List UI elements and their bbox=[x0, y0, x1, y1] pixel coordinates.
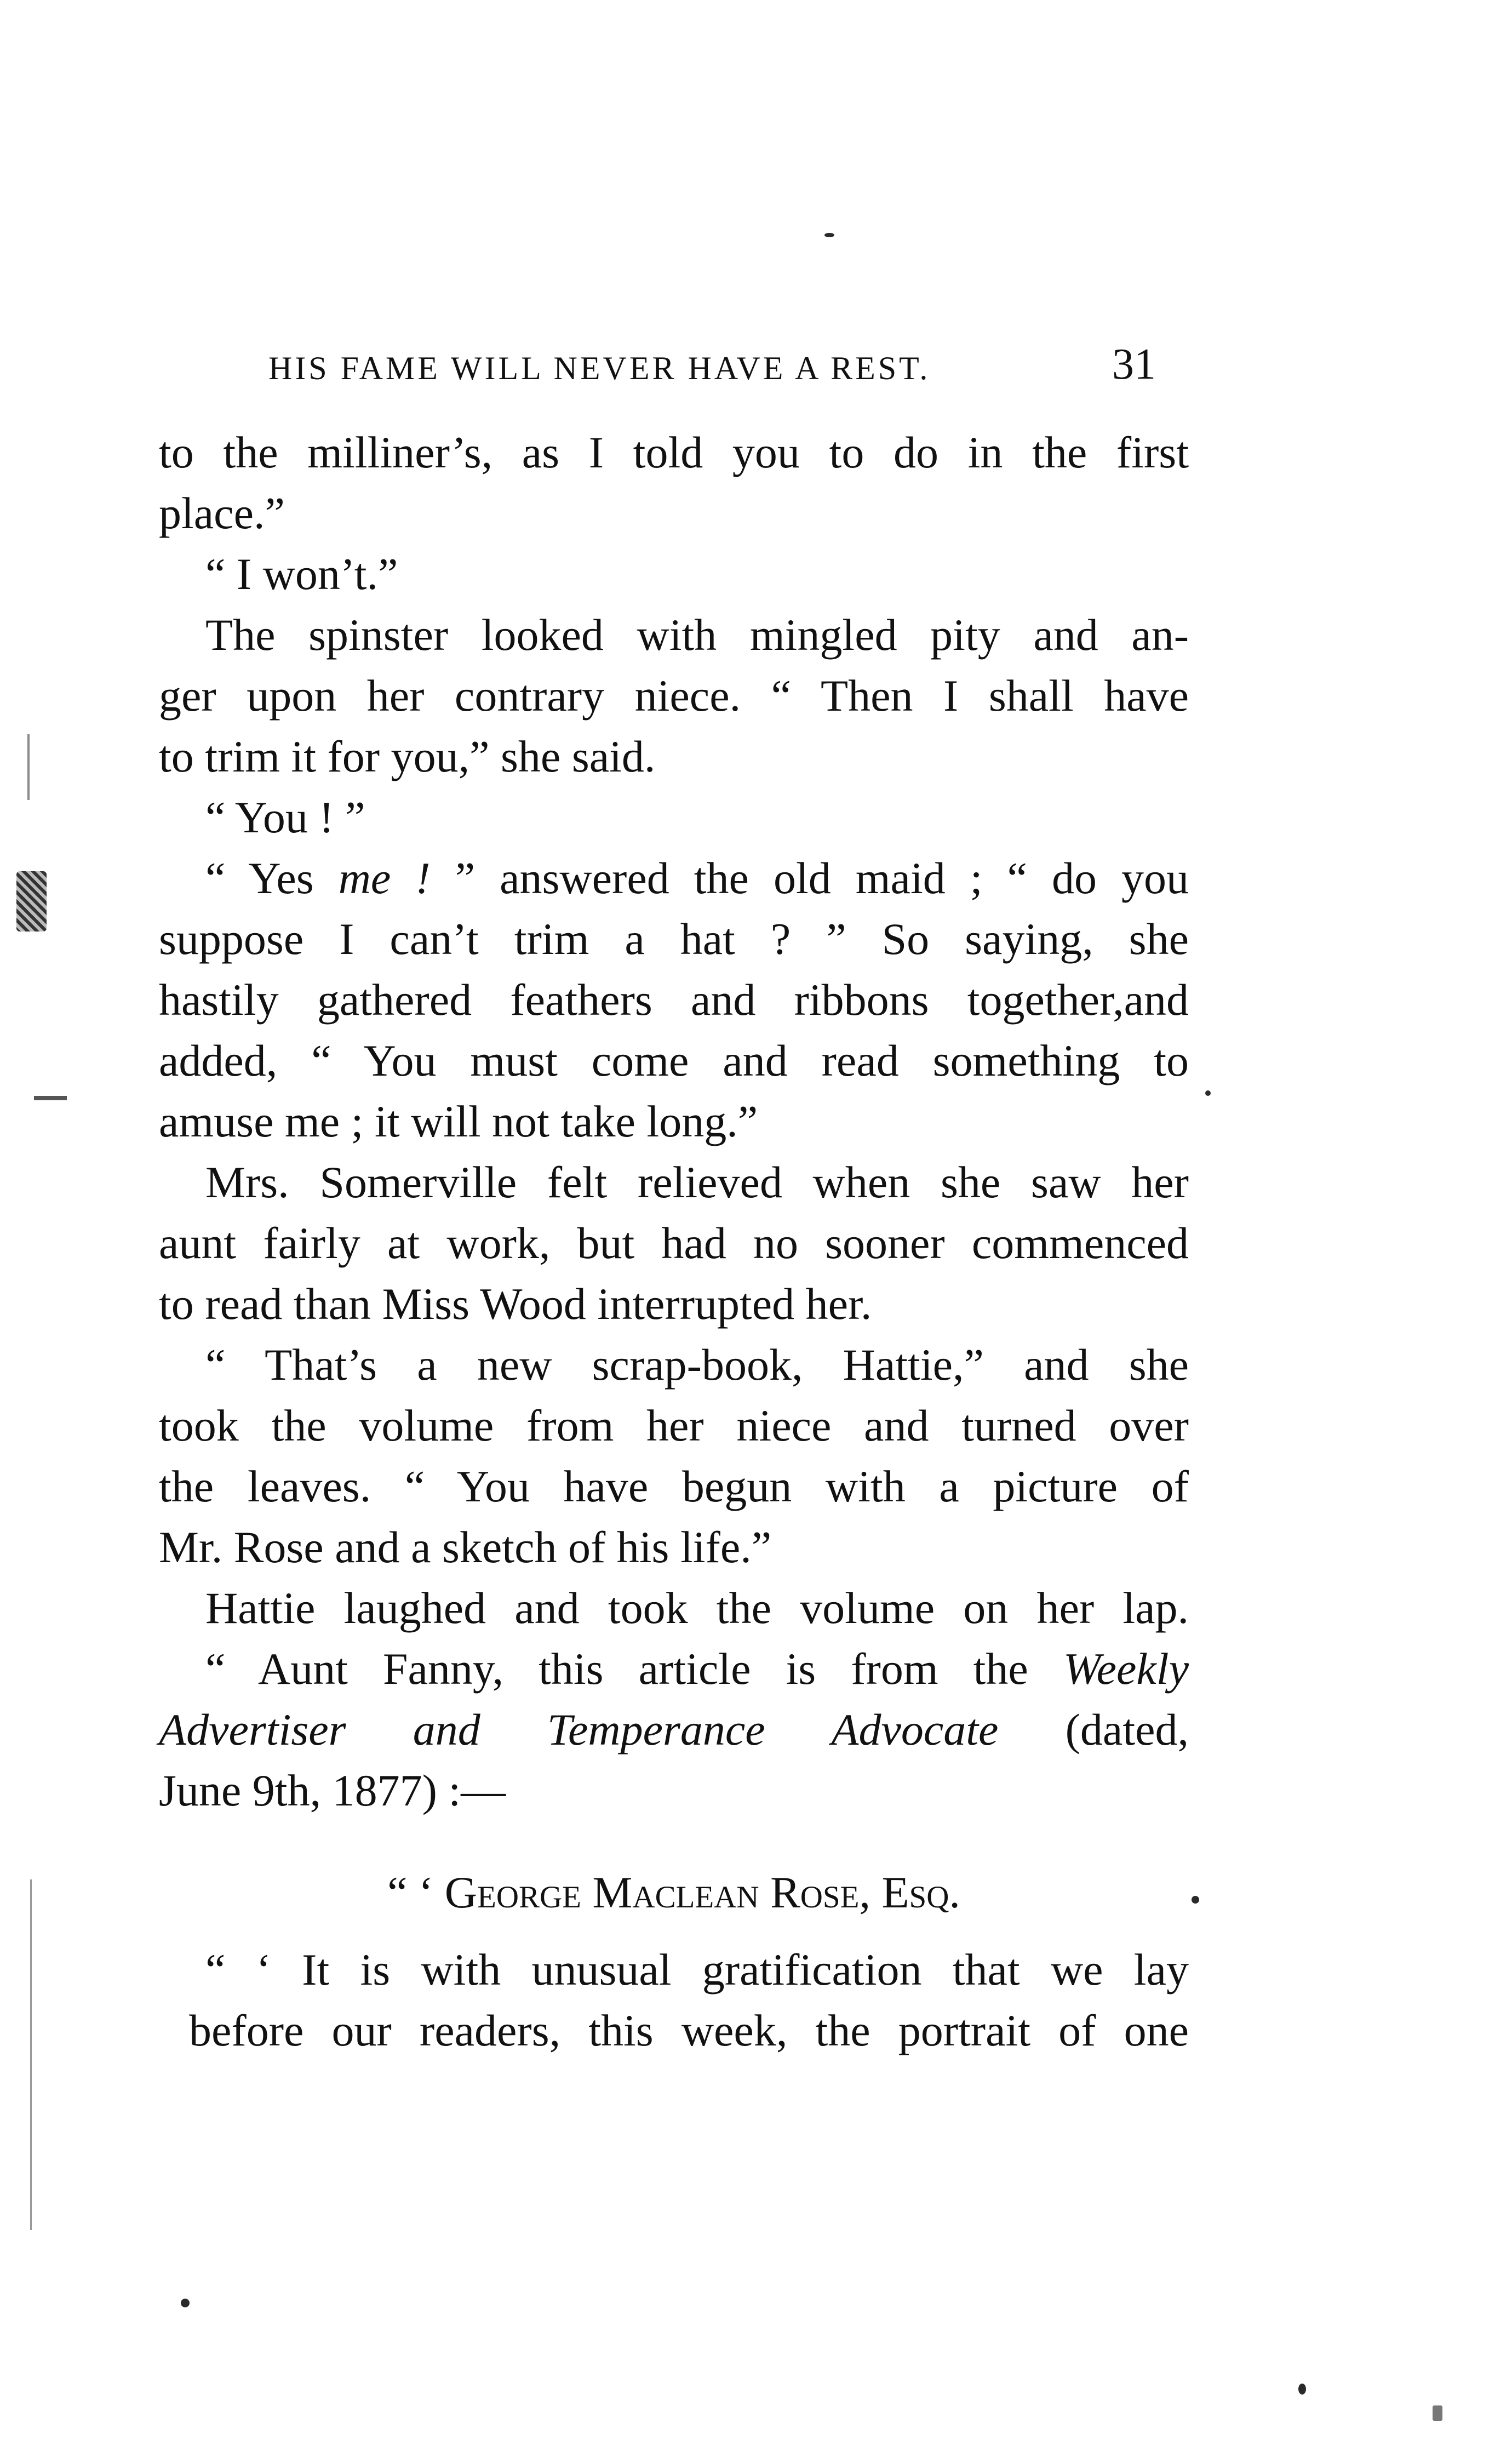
text-line-10: hastily gathered feathers and ribbons together,and bbox=[159, 975, 1189, 1025]
running-head: HIS FAME WILL NEVER HAVE A REST. bbox=[268, 350, 931, 386]
text-line-13: Mrs. Somerville felt relieved when she saw her bbox=[205, 1157, 1189, 1207]
paragraph-gap bbox=[159, 1821, 1189, 1862]
text-line-18: the leaves. “ You have begun with a picture of bbox=[159, 1461, 1189, 1511]
text-line-2: place.” bbox=[159, 488, 285, 538]
text-line-12: amuse me ; it will not take long.” bbox=[159, 1096, 758, 1146]
text-line-8: “ Yes me ! ” answered the old maid ; “ do you bbox=[205, 853, 1189, 903]
scan-speck bbox=[1433, 2405, 1442, 2421]
text-line-25: “ ‘ It is with unusual gratification that we lay bbox=[205, 1945, 1189, 1995]
text-line-26: before our readers, this week, the portrait of one bbox=[189, 2005, 1189, 2055]
text-line-4: The spinster looked with mingled pity and an- bbox=[205, 610, 1189, 660]
article-heading: “ ‘ George Maclean Rose, Esq. bbox=[387, 1867, 960, 1917]
text-line-23: June 9th, 1877) :— bbox=[159, 1765, 506, 1815]
page-header bbox=[268, 340, 1156, 389]
text-line-1: to the milliner’s, as I told you to do in the first bbox=[159, 427, 1189, 477]
paragraph-gap bbox=[159, 1923, 1189, 1939]
scan-speck bbox=[824, 233, 834, 237]
text-line-17: took the volume from her niece and turned over bbox=[159, 1401, 1189, 1450]
text-line-9: suppose I can’t trim a hat ? ” So saying, she bbox=[159, 914, 1189, 964]
scan-speck bbox=[1298, 2384, 1306, 2395]
scan-speck bbox=[181, 2299, 190, 2307]
text-line-7: “ You ! ” bbox=[205, 792, 365, 842]
scan-speck bbox=[1205, 1090, 1211, 1096]
page-number: 31 bbox=[1112, 340, 1156, 388]
text-line-16: “ That’s a new scrap-book, Hattie,” and she bbox=[205, 1340, 1189, 1390]
text-line-6: to trim it for you,” she said. bbox=[159, 732, 656, 781]
text-line-15: to read than Miss Wood interrupted her. bbox=[159, 1279, 872, 1329]
text-line-5: ger upon her contrary niece. “ Then I shall have bbox=[159, 671, 1189, 721]
scan-mark bbox=[34, 1096, 67, 1100]
body-text bbox=[159, 422, 1189, 2061]
text-line-11: added, “ You must come and read something to bbox=[159, 1036, 1189, 1085]
text-line-19: Mr. Rose and a sketch of his life.” bbox=[159, 1522, 772, 1572]
scan-speck bbox=[1192, 1896, 1199, 1904]
scan-smudge bbox=[16, 871, 47, 932]
text-line-3: “ I won’t.” bbox=[205, 549, 398, 599]
text-line-22: Advertiser and Temperance Advocate (dated, bbox=[159, 1705, 1189, 1755]
scan-mark bbox=[27, 734, 30, 800]
text-line-21: “ Aunt Fanny, this article is from the Weekly bbox=[205, 1644, 1189, 1694]
scan-mark bbox=[30, 1879, 32, 2230]
text-line-14: aunt fairly at work, but had no sooner commenced bbox=[159, 1218, 1189, 1268]
text-line-20: Hattie laughed and took the volume on her lap. bbox=[205, 1583, 1189, 1633]
